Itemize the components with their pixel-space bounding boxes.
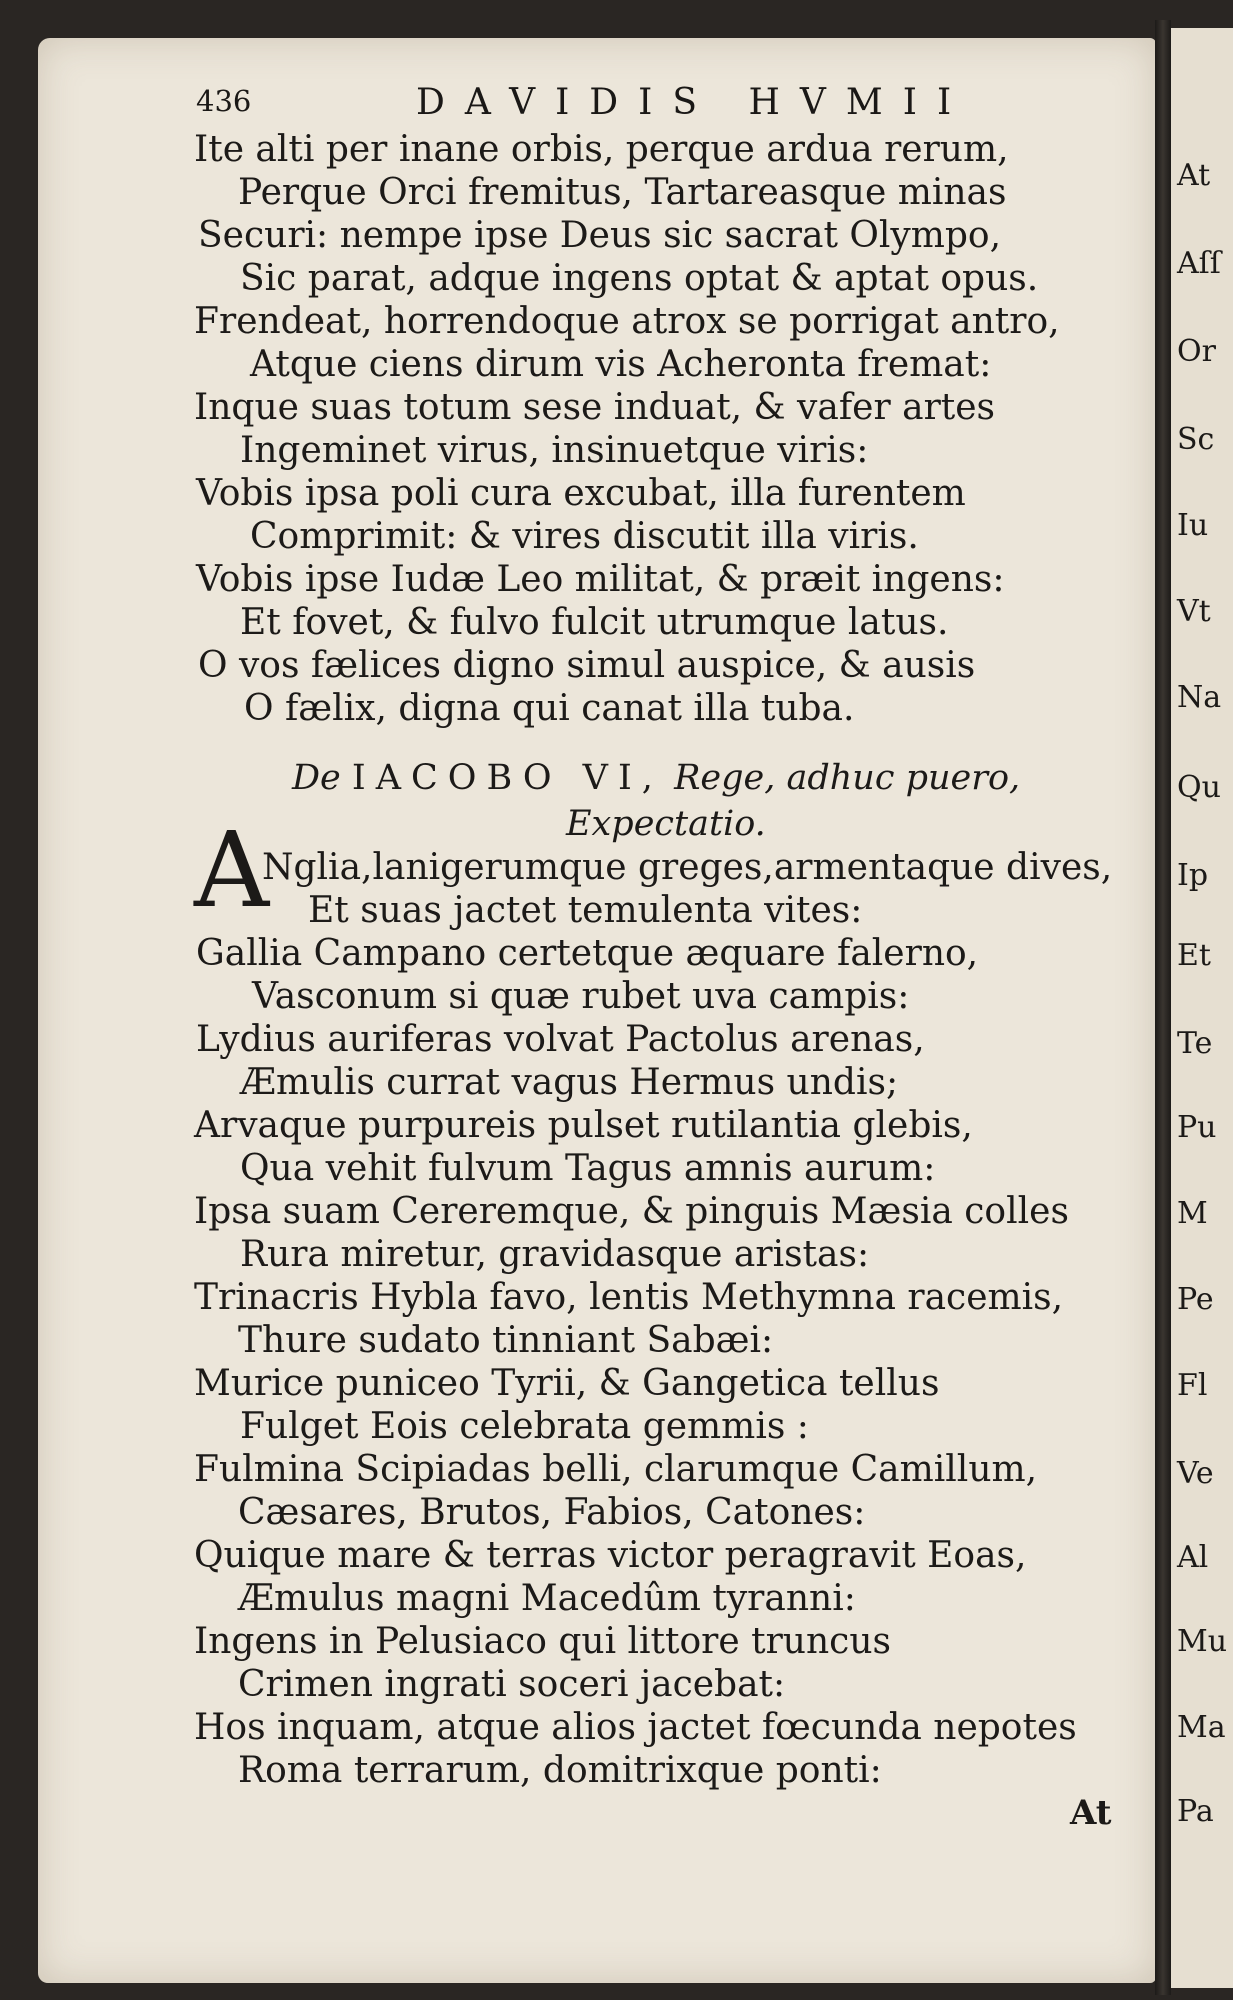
facing-word: Te — [1177, 1026, 1213, 1061]
poem-subtitle — [566, 804, 766, 844]
title-expectatio: Expectatio. — [566, 804, 766, 844]
verse-line: Hos inquam, atque alios jactet fœcunda nepotes — [194, 1707, 1077, 1748]
facing-word: Mu — [1177, 1624, 1228, 1659]
facing-word: Pu — [1177, 1110, 1217, 1145]
verse-line: Murice puniceo Tyrii, & Gangetica tellus — [194, 1363, 940, 1404]
facing-word: Aſſ — [1177, 246, 1221, 281]
running-head: DAVIDIS HVMII — [416, 82, 972, 123]
verse-line: Nglia,lanigerumque greges,armentaque dives, — [262, 847, 1113, 888]
verse-line: Inque suas totum sese induat, & vafer artes — [194, 387, 996, 428]
page-number: 436 — [196, 84, 252, 118]
facing-word: Qu — [1177, 770, 1221, 805]
verse-line: Fulget Eois celebrata gemmis : — [240, 1406, 809, 1447]
verse-line: Cæsares, Brutos, Fabios, Catones: — [238, 1492, 866, 1533]
verse-line: Gallia Campano certetque æquare falerno, — [196, 933, 979, 974]
facing-word: M — [1177, 1196, 1208, 1231]
facing-word: Ve — [1177, 1456, 1214, 1491]
verse-line: Thure sudato tinniant Sabæi: — [238, 1320, 774, 1361]
verse-line: O fælix, digna qui canat illa tuba. — [244, 688, 855, 729]
title-name: IACOBO VI, — [351, 758, 663, 798]
verse-line: Arvaque purpureis pulset rutilantia glebis, — [194, 1105, 973, 1146]
facing-word: Ma — [1177, 1710, 1226, 1745]
verse-line: Ingeminet virus, insinuetque viris: — [240, 430, 869, 471]
title-de: De — [292, 758, 341, 798]
facing-word: Sc — [1177, 422, 1215, 457]
verse-line: Qua vehit fulvum Tagus amnis aurum: — [240, 1148, 936, 1189]
verse-line: Rura miretur, gravidasque aristas: — [240, 1234, 870, 1275]
facing-word: Et — [1177, 938, 1211, 973]
facing-word: Iu — [1177, 508, 1209, 543]
verse-line: Æmulus magni Macedûm tyranni: — [238, 1578, 856, 1619]
verse-line: O vos fælices digno simul auspice, & ausis — [198, 645, 976, 686]
verse-line: Ingens in Pelusiaco qui littore truncus — [194, 1621, 891, 1662]
verse-line: Vasconum si quæ rubet uva campis: — [252, 976, 910, 1017]
verse-line: Æmulis currat vagus Hermus undis; — [240, 1062, 899, 1103]
facing-word: At — [1177, 158, 1211, 193]
facing-word: Vt — [1177, 594, 1211, 629]
drop-cap: A — [194, 809, 270, 931]
verse-line: Atque ciens dirum vis Acheronta fremat: — [250, 344, 992, 385]
verse-line: Vobis ipsa poli cura excubat, illa furentem — [196, 473, 966, 514]
verse-line: Sic parat, adque ingens optat & aptat opus. — [240, 258, 1039, 299]
facing-word: Na — [1177, 680, 1222, 715]
catchword: At — [1070, 1793, 1112, 1833]
verse-line: Vobis ipse Iudæ Leo militat, & præit ingens: — [196, 559, 1005, 600]
verse-line: Ipsa suam Cereremque, & pinguis Mæsia colles — [194, 1191, 1069, 1232]
facing-word: Or — [1177, 334, 1216, 369]
verse-line: Ite alti per inane orbis, perque ardua rerum, — [194, 129, 1009, 170]
verse-line: Et suas jactet temulenta vites: — [308, 890, 863, 931]
facing-word: Pa — [1177, 1794, 1214, 1829]
facing-word: Al — [1177, 1540, 1209, 1575]
verse-line: Lydius auriferas volvat Pactolus arenas, — [196, 1019, 925, 1060]
verse-line: Et fovet, & fulvo fulcit utrumque latus. — [240, 602, 949, 643]
verse-line: Fulmina Scipiadas belli, clarumque Camillum, — [194, 1449, 1038, 1490]
facing-word: Pe — [1177, 1282, 1214, 1317]
verse-line: Crimen ingrati soceri jacebat: — [238, 1664, 786, 1705]
facing-page — [1171, 28, 1233, 1988]
book-gutter — [1155, 20, 1171, 1995]
poem-title — [292, 758, 1020, 798]
facing-word: Fl — [1177, 1368, 1208, 1403]
verse-line: Perque Orci fremitus, Tartareasque minas — [238, 172, 1007, 213]
facing-word: Ip — [1177, 858, 1209, 893]
title-rest: Rege, adhuc puero, — [674, 758, 1021, 798]
verse-line: Comprimit: & vires discutit illa viris. — [250, 516, 919, 557]
verse-line: Frendeat, horrendoque atrox se porrigat antro, — [194, 301, 1060, 342]
verse-line: Securi: nempe ipse Deus sic sacrat Olympo, — [198, 215, 1002, 256]
verse-line: Roma terrarum, domitrixque ponti: — [238, 1750, 882, 1791]
verse-line: Trinacris Hybla favo, lentis Methymna racemis, — [194, 1277, 1064, 1318]
verse-line: Quique mare & terras victor peragravit Eoas, — [194, 1535, 1027, 1576]
